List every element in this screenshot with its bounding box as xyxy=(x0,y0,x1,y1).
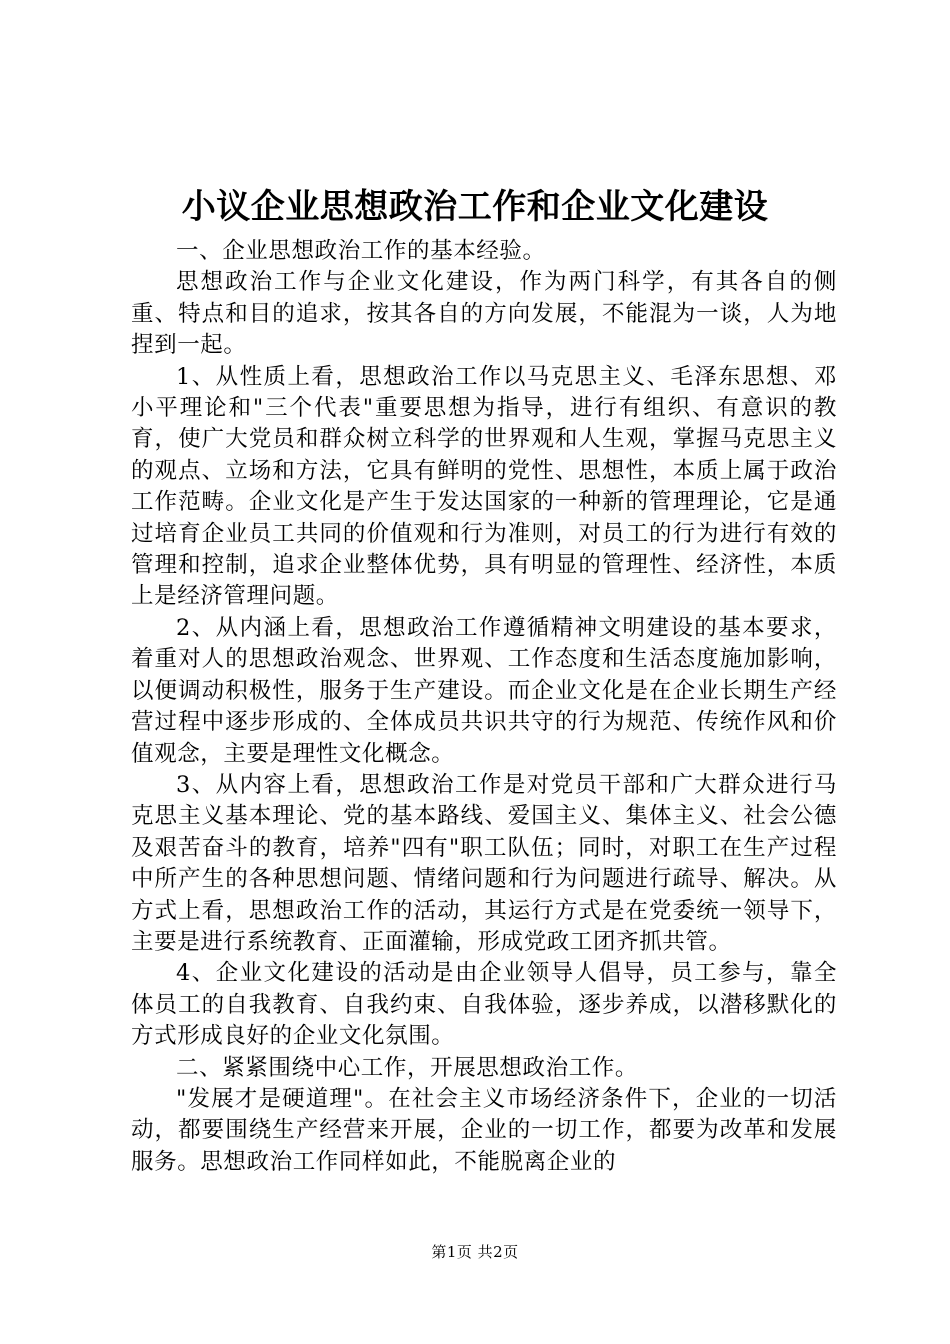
paragraph-section-two-heading: 二、紧紧围绕中心工作，开展思想政治工作。 xyxy=(176,1054,639,1081)
page-number-footer: 第1页 共2页 xyxy=(431,1243,519,1261)
paragraph-point-1: 1、从性质上看，思想政治工作以马克思主义、毛泽东思想、邓小平理论和"三个代表"重要思想为指导，进行有组织、有意识的教育，使广大党员和群众树立科学的世界观和人生观，掌握马克思主义的观点、立场和方法，它具有鲜明的党性、思想性，本质上属于政治工作范畴。企业文化是产生于发达国家的一种新的管理理论，它是通过培育企业员工共同的价值观和行为准则，对员工的行为进行有效的管理和控制，追求企业整体优势，具有明显的管理性、经济性，本质上是经济管理问题。 xyxy=(131,363,837,610)
paragraph-intro: 思想政治工作与企业文化建设，作为两门科学，有其各自的侧重、特点和目的追求，按其各自的方向发展，不能混为一谈，人为地捏到一起。 xyxy=(131,269,837,359)
paragraph-point-4: 4、企业文化建设的活动是由企业领导人倡导，员工参与，靠全体员工的自我教育、自我约束、自我体验，逐步养成，以潜移默化的方式形成良好的企业文化氛围。 xyxy=(131,960,837,1050)
document-body xyxy=(131,236,837,1178)
paragraph-point-2: 2、从内涵上看，思想政治工作遵循精神文明建设的基本要求，着重对人的思想政治观念、世界观、工作态度和生活态度施加影响，以便调动积极性，服务于生产建设。而企业文化是在企业长期生产经营过程中逐步形成的、全体成员共识共守的行为规范、传统作风和价值观念，主要是理性文化概念。 xyxy=(131,614,837,767)
paragraph-section-one-heading: 一、企业思想政治工作的基本经验。 xyxy=(176,238,546,264)
paragraph-development: "发展才是硬道理"。在社会主义市场经济条件下，企业的一切活动，都要围绕生产经营来开展，企业的一切工作，都要为改革和发展服务。思想政治工作同样如此，不能脱离企业的 xyxy=(131,1085,837,1175)
paragraph-point-3: 3、从内容上看，思想政治工作是对党员干部和广大群众进行马克思主义基本理论、党的基本路线、爱国主义、集体主义、社会公德及艰苦奋斗的教育，培养"四有"职工队伍；同时，对职工在生产过程中所产生的各种思想问题、情绪问题和行为问题进行疏导、解决。从方式上看，思想政治工作的活动，其运行方式是在党委统一领导下，主要是进行系统教育、正面灌输，形成党政工团齐抓共管。 xyxy=(131,771,837,955)
document-title: 小议企业思想政治工作和企业文化建设 xyxy=(181,187,769,227)
